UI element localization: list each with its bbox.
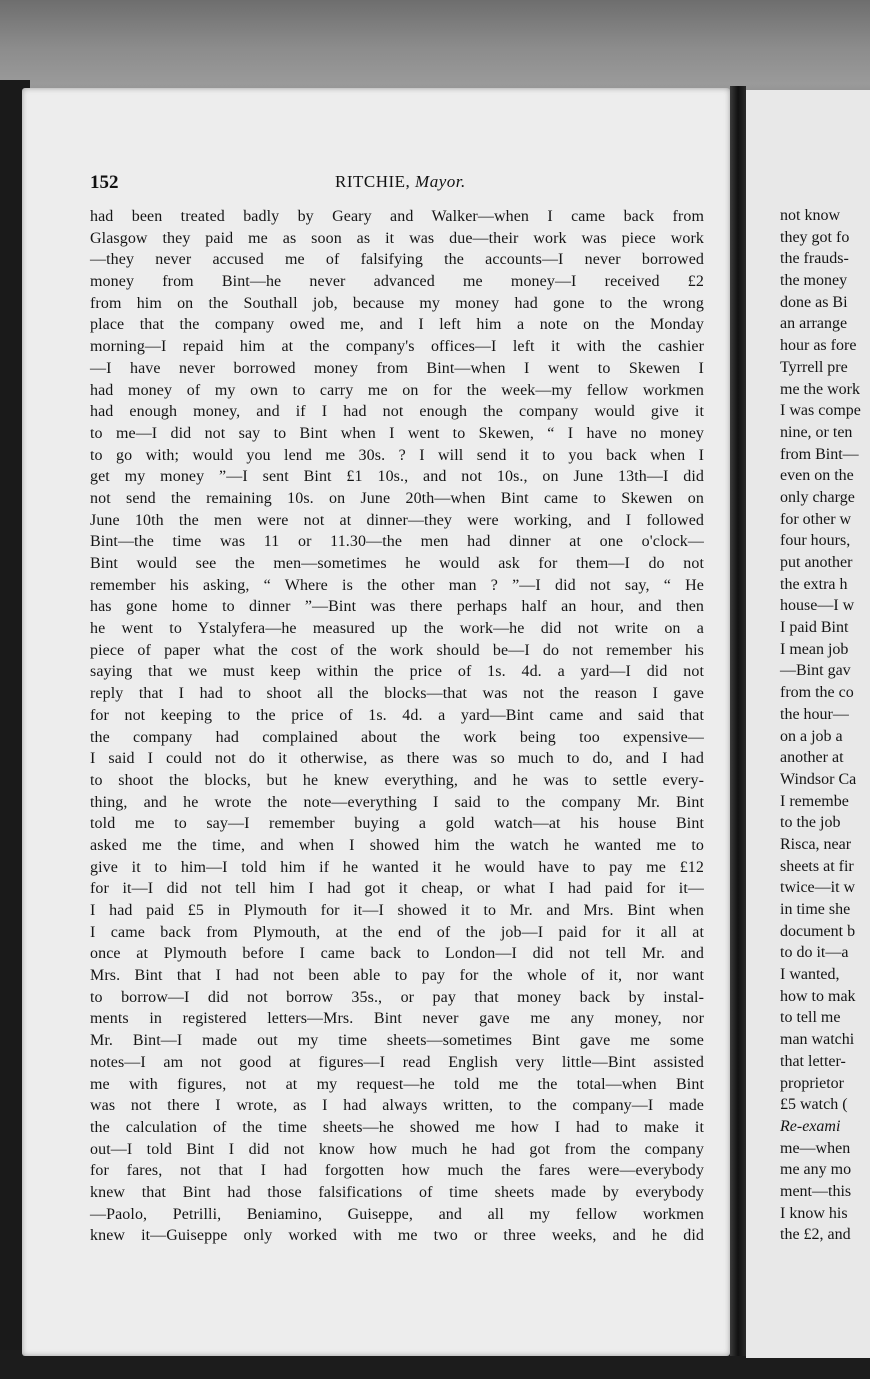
right-text-line: ment—this [780,1182,852,1200]
text-line: not send the remaining 10s. on June 20th—when Bint came to Skewen on [90,489,704,507]
text-line: was not there I wrote, as I had always written, to the company—I made [90,1097,704,1115]
right-text-line: the frauds- [780,250,849,268]
text-line: to borrow—I did not borrow 35s., or pay that money back by instal- [90,988,704,1006]
right-text-line: I remembe [780,792,849,810]
right-text-line: to tell me [780,1009,841,1027]
right-page [746,90,870,1358]
text-line: to shoot the blocks, but he knew everything, and he was to settle every- [90,771,704,789]
right-text-line: the extra h [780,575,848,593]
text-line: to go with; would you lend me 30s. ? I will send it to you back when I [90,446,704,464]
text-line: remember his asking, “ Where is the other man ? ”—I did not say, “ He [90,576,704,594]
text-line: piece of paper what the cost of the work should be—I do not remember his [90,641,704,659]
text-line: Bint—the time was 11 or 11.30—the men had dinner at one o'clock— [90,533,704,551]
right-text-line: house—I w [780,597,855,615]
running-head-title: Mayor. [415,172,466,191]
text-line: knew that Bint had those falsifications of time sheets made by everybody [90,1183,704,1201]
right-text-line: done as Bi [780,293,848,311]
text-line: Bint would see the men—sometimes he would ask for them—I do not [90,555,704,572]
text-line: give it to him—I told him if he wanted it he would have to pay me £12 [90,858,704,876]
running-head [335,172,466,192]
text-line: —they never accused me of falsifying the accounts—I never borrowed [90,251,704,269]
text-line: I said I could not do it otherwise, as there was so much to do, and I had [90,750,704,768]
text-line: the calculation of the time sheets—he showed me how I had to make it [90,1118,704,1136]
right-text-line: hour as fore [780,337,857,355]
right-text-line: the hour— [780,705,849,723]
right-text-line: I wanted, [780,966,840,984]
right-page-text [780,205,870,1246]
left-page-text [90,206,704,1247]
text-line: thing, and he wrote the note—everything I said to the company Mr. Bint [90,793,704,811]
right-text-line: proprietor [780,1074,844,1092]
text-line: for it—I did not tell him I had got it cheap, or what I had paid for it— [90,880,704,898]
right-text-line: I know his [780,1204,848,1222]
right-text-line: document b [780,922,856,940]
text-line: ments in registered letters—Mrs. Bint never gave me any money, nor [90,1010,704,1028]
text-line: money from Bint—he never advanced me money—I received £2 [90,273,704,291]
text-line: Mrs. Bint that I had not been able to pay for the whole of it, nor want [90,967,704,985]
right-text-line: twice—it w [780,879,856,897]
right-text-line: four hours, [780,532,851,550]
right-text-line: me—when [780,1139,851,1157]
right-text-line: put another [780,554,853,571]
text-line: from him on the Southall job, because my money had gone to the wrong [90,294,704,312]
book-binding [730,86,746,1356]
text-line: had enough money, and if I had not enough the company would give it [90,403,704,421]
right-text-line: £5 watch ( [780,1096,848,1114]
right-text-line: man watchi [780,1031,855,1049]
right-text-line: from Bint— [780,445,859,463]
text-line: had money of my own to carry me on for the week—my fellow workmen [90,381,704,399]
right-text-line: they got fo [780,228,850,246]
text-line: Mr. Bint—I made out my time sheets—sometimes Bint gave me some [90,1032,704,1050]
running-head-name: RITCHIE, [335,172,411,191]
right-text-line: me any mo [780,1161,852,1179]
text-line: once at Plymouth before I came back to London—I did not tell Mr. and [90,945,704,963]
right-text-line: from the co [780,684,854,702]
right-text-line: —Bint gav [780,662,851,680]
right-text-line: how to mak [780,987,856,1005]
right-text-line: Risca, near [780,835,852,853]
text-line: out—I told Bint I did not know how much he had got from the company [90,1140,704,1158]
text-line: the company had complained about the work being too expensive— [90,728,704,746]
right-text-line: not know [780,207,840,224]
text-line: for fares, not that I had forgotten how much the fares were—everybody [90,1162,704,1180]
right-text-line: I paid Bint [780,619,849,637]
text-line: asked me the time, and when I showed him the watch he wanted me to [90,836,704,854]
text-line: place that the company owed me, and I left him a note on the Monday [90,316,704,334]
right-text-line: an arrange [780,315,848,333]
text-line: Glasgow they paid me as soon as it was due—their work was piece work [90,229,704,247]
right-text-line: sheets at fir [780,857,854,875]
right-text-line: Re-exami [780,1117,841,1135]
text-line: get my money ”—I sent Bint £1 10s., and not 10s., on June 13th—I did [90,468,704,486]
right-text-line: for other w [780,510,852,528]
right-text-line: that letter- [780,1052,846,1070]
right-text-line: Tyrrell pre [780,358,848,376]
right-text-line: nine, or ten [780,423,853,441]
right-text-line: in time she [780,901,851,918]
text-line: morning—I repaid him at the company's offices—I left it with the cashier [90,338,704,356]
right-text-line: on a job a [780,727,843,745]
right-text-line: I was compe [780,402,861,420]
page-header [90,170,700,200]
text-line: I had paid £5 in Plymouth for it—I showed it to Mr. and Mrs. Bint when [90,902,704,919]
right-text-line: Windsor Ca [780,770,857,788]
text-line: saying that we must keep within the price of 1s. 4d. a yard—I did not [90,663,704,681]
right-text-line: the £2, and [780,1226,851,1244]
text-line: me with figures, not at my request—he told me the total—when Bint [90,1075,704,1093]
text-line: —I have never borrowed money from Bint—when I went to Skewen I [90,359,704,377]
page-number: 152 [90,172,119,193]
text-line: June 10th the men were not at dinner—they were working, and I followed [90,511,704,529]
text-line: had been treated badly by Geary and Walker—when I came back from [90,208,704,225]
text-line: notes—I am not good at figures—I read English very little—Bint assisted [90,1053,704,1071]
text-line: knew it—Guiseppe only worked with me two or three weeks, and he did [90,1227,704,1245]
right-text-line: only charge [780,488,855,506]
right-text-line: another at [780,749,844,767]
text-line: to me—I did not say to Bint when I went to Skewen, “ I have no money [90,424,704,442]
text-line: I came back from Plymouth, at the end of the job—I paid for it all at [90,923,704,941]
right-text-line: to do it—a [780,944,849,962]
right-text-line: the money [780,272,848,290]
text-line: he went to Ystalyfera—he measured up the work—he did not write on a [90,620,704,638]
text-line: has gone home to dinner ”—Bint was there perhaps half an hour, and then [90,598,704,616]
text-line: —Paolo, Petrilli, Beniamino, Guiseppe, and all my fellow workmen [90,1205,704,1223]
right-text-line: to the job [780,814,841,832]
right-text-line: even on the [780,467,854,485]
right-text-line: I mean job [780,640,849,658]
right-text-line: me the work [780,380,860,398]
text-line: told me to say—I remember buying a gold watch—at his house Bint [90,815,704,833]
text-line: reply that I had to shoot all the blocks—that was not the reason I gave [90,685,704,703]
text-line: for not keeping to the price of 1s. 4d. a yard—Bint came and said that [90,706,704,724]
